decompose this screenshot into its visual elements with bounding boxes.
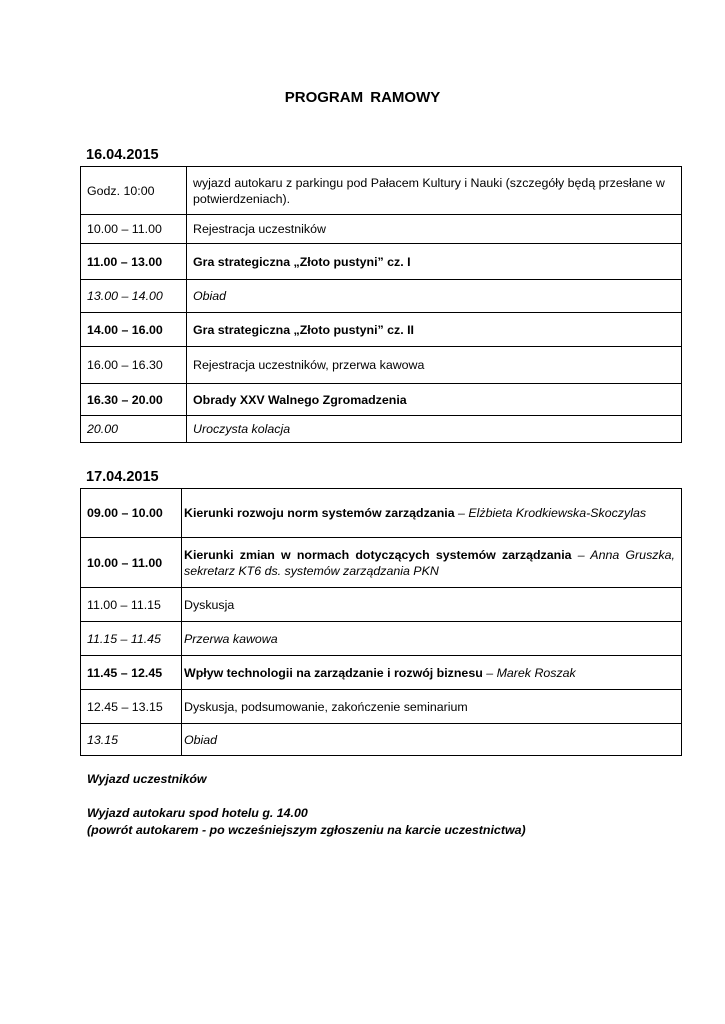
talk-title: Kierunki rozwoju norm systemów zarządzania — [184, 506, 455, 520]
time-cell: 09.00 – 10.00 — [81, 489, 182, 538]
table-row — [81, 313, 682, 347]
desc-cell — [182, 656, 682, 690]
desc-cell — [182, 538, 682, 588]
time-cell: 11.45 – 12.45 — [81, 656, 182, 690]
table-row — [81, 347, 682, 384]
table-row — [81, 690, 682, 724]
time-cell: 11.00 – 11.15 — [81, 588, 182, 622]
desc-cell: Dyskusja, podsumowanie, zakończenie seminarium — [182, 690, 682, 724]
time-cell: 10.00 – 11.00 — [81, 538, 182, 588]
page-title: PROGRAM RAMOWY — [284, 89, 441, 106]
desc-cell: Rejestracja uczestników, przerwa kawowa — [187, 347, 682, 384]
talk-title: Wpływ technologii na zarządzanie i rozwój biznesu — [184, 665, 483, 680]
desc-cell: Przerwa kawowa — [182, 622, 682, 656]
desc-cell: Dyskusja — [182, 588, 682, 622]
time-cell: 13.00 – 14.00 — [81, 280, 187, 313]
time-cell: 13.15 — [81, 724, 182, 756]
day2-schedule-table — [80, 488, 682, 756]
day1-date: 16.04.2015 — [86, 147, 159, 163]
table-row — [81, 416, 682, 443]
talk-speaker: – Elżbieta Krodkiewska-Skoczylas — [454, 506, 647, 520]
table-row — [81, 167, 682, 215]
time-cell: 12.45 – 13.15 — [81, 690, 182, 724]
table-row — [81, 244, 682, 280]
talk-speaker: – Anna Gruszka, sekretarz KT6 ds. systemów zarządzania PKN — [184, 547, 675, 578]
time-cell: 16.30 – 20.00 — [81, 384, 187, 416]
table-row — [81, 622, 682, 656]
desc-cell: Gra strategiczna „Złoto pustyni” cz. II — [187, 313, 682, 347]
footer-departure-heading: Wyjazd uczestników — [87, 772, 207, 786]
desc-cell — [182, 489, 682, 538]
table-row — [81, 656, 682, 690]
talk-title: Kierunki zmian w normach dotyczących systemów zarządzania — [184, 547, 572, 562]
footer-bus-departure: Wyjazd autokaru spod hotelu g. 14.00 — [87, 806, 308, 820]
desc-cell: wyjazd autokaru z parkingu pod Pałacem Kultury i Nauki (szczegóły będą przesłane w potwierdzeniach). — [187, 167, 682, 215]
time-cell: 14.00 – 16.00 — [81, 313, 187, 347]
day1-schedule-table — [80, 166, 682, 443]
time-cell: Godz. 10:00 — [81, 167, 187, 215]
time-cell: 16.00 – 16.30 — [81, 347, 187, 384]
desc-cell: Gra strategiczna „Złoto pustyni” cz. I — [187, 244, 682, 280]
desc-cell: Rejestracja uczestników — [187, 215, 682, 244]
table-row — [81, 384, 682, 416]
time-cell: 11.15 – 11.45 — [81, 622, 182, 656]
time-cell: 10.00 – 11.00 — [81, 215, 187, 244]
desc-cell: Obiad — [187, 280, 682, 313]
desc-cell: Obrady XXV Walnego Zgromadzenia — [187, 384, 682, 416]
table-row — [81, 538, 682, 588]
footer-return-note: (powrót autokarem - po wcześniejszym zgłoszeniu na karcie uczestnictwa) — [87, 823, 526, 837]
table-row — [81, 588, 682, 622]
table-row — [81, 489, 682, 538]
talk-speaker: – Marek Roszak — [482, 665, 576, 680]
table-row — [81, 280, 682, 313]
table-row — [81, 215, 682, 244]
desc-cell: Obiad — [182, 724, 682, 756]
time-cell: 11.00 – 13.00 — [81, 244, 187, 280]
table-row — [81, 724, 682, 756]
time-cell: 20.00 — [81, 416, 187, 443]
desc-cell: Uroczysta kolacja — [187, 416, 682, 443]
day2-date: 17.04.2015 — [86, 469, 159, 485]
